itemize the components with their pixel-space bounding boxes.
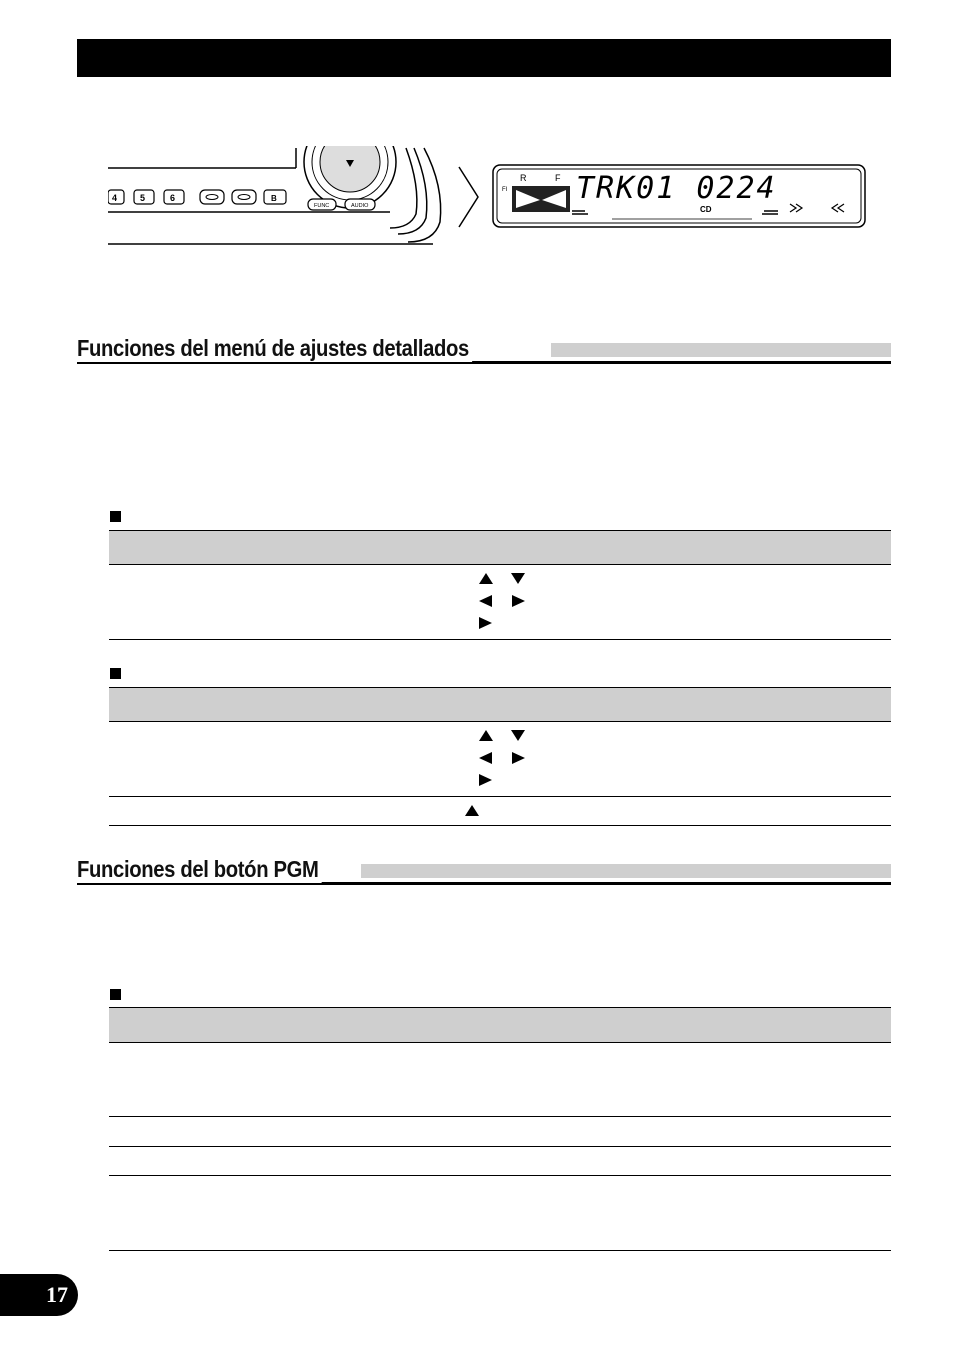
table-header	[109, 1007, 891, 1043]
table-divider	[109, 1175, 891, 1176]
down-arrow-icon	[511, 573, 525, 584]
preset-5-label: 5	[140, 193, 146, 203]
table-header	[109, 687, 891, 722]
table-divider	[109, 1250, 891, 1251]
up-arrow-icon	[465, 805, 479, 816]
lcd-main-text: TRK01 0224	[576, 171, 777, 206]
arrow-right-icon	[458, 166, 480, 228]
table-header	[109, 530, 891, 565]
lcd-indicator-fi: FI	[502, 187, 508, 193]
right-arrow-icon	[479, 617, 492, 629]
table-divider	[109, 825, 891, 826]
table-divider	[109, 639, 891, 640]
table-divider	[109, 1116, 891, 1117]
preset-6-label: 6	[170, 193, 176, 203]
audio-button-label: AUDIO	[351, 203, 369, 209]
lcd-source-tag: CD	[700, 205, 712, 214]
right-arrow-icon	[512, 595, 525, 607]
page-number: 17	[46, 1282, 68, 1307]
up-arrow-icon	[479, 573, 493, 584]
left-arrow-icon	[479, 752, 492, 764]
lcd-indicator-f: F	[555, 173, 561, 183]
table-bullet-icon	[110, 668, 121, 679]
table-bullet-icon	[110, 511, 121, 522]
left-arrow-icon	[479, 595, 492, 607]
table-bullet-icon	[110, 989, 121, 1000]
page-number-tab	[0, 1274, 78, 1316]
func-button-label: FUNC	[314, 203, 330, 209]
section-title: Funciones del menú de ajustes detallados	[77, 335, 472, 362]
section-title: Funciones del botón PGM	[77, 856, 322, 883]
header-bar	[77, 39, 891, 77]
lcd-indicator-r: R	[520, 173, 527, 183]
down-arrow-icon	[511, 730, 525, 741]
table-divider	[109, 796, 891, 797]
head-unit-illustration	[108, 146, 448, 246]
section-heading-detailed-settings	[77, 335, 891, 364]
lcd-display-illustration	[492, 164, 866, 228]
section-heading-pgm-button	[77, 856, 891, 885]
button-b-label: B	[271, 194, 277, 203]
up-arrow-icon	[479, 730, 493, 741]
preset-4-label: 4	[112, 193, 118, 203]
right-arrow-icon	[479, 774, 492, 786]
table-divider	[109, 1146, 891, 1147]
right-arrow-icon	[512, 752, 525, 764]
